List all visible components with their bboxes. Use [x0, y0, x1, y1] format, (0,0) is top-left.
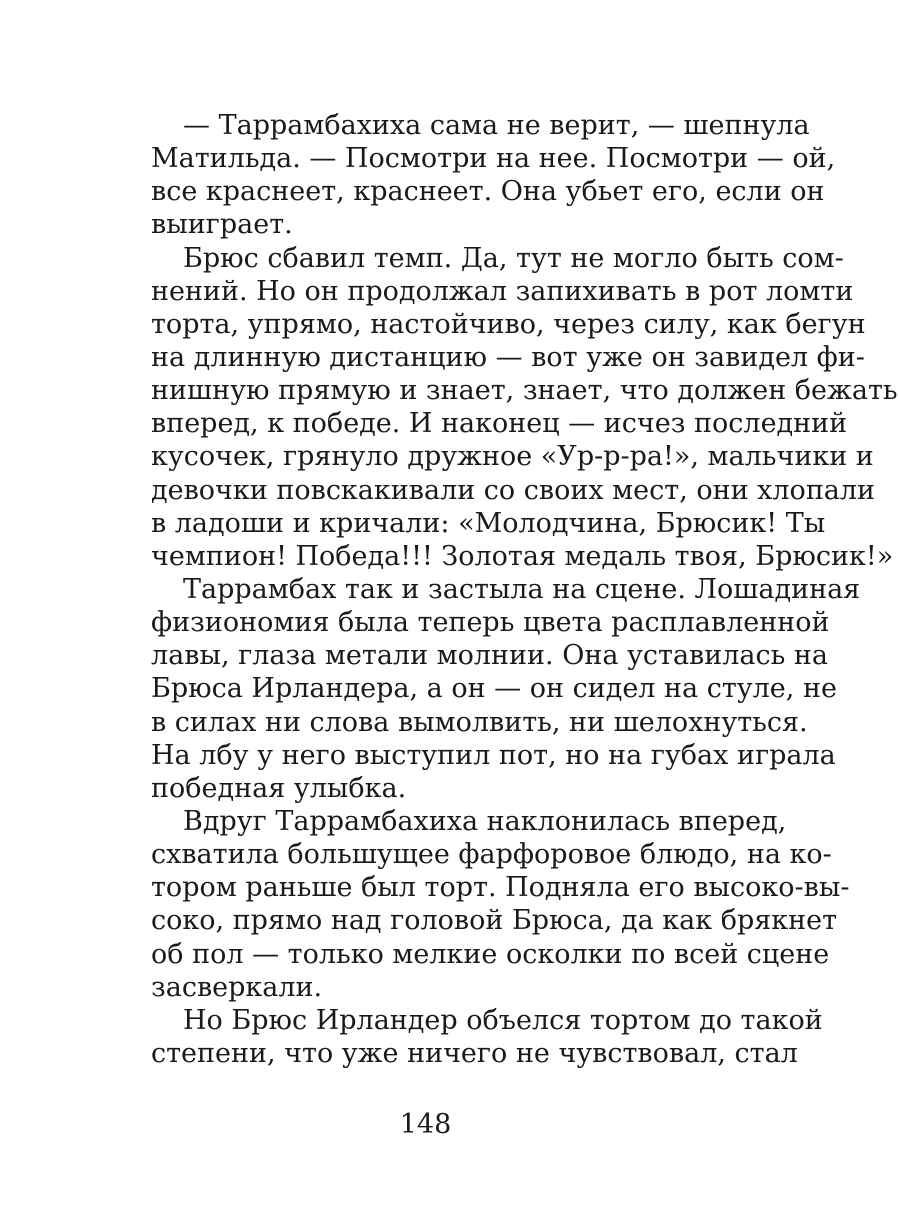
text-line: На лбу у него выступил пот, но на губах играла: [151, 739, 836, 771]
text-line: Матильда. — Посмотри на нее. Посмотри — ой,: [151, 143, 836, 175]
text-line: тором раньше был торт. Подняла его высоко-вы-: [151, 872, 850, 904]
text-line: лавы, глаза метали молнии. Она уставилась на: [151, 640, 829, 672]
text-line: чемпион! Победа!!! Золотая медаль твоя, Брюсик!»: [151, 540, 894, 572]
text-line: об пол — только мелкие осколки по всей сцене: [151, 938, 830, 970]
text-line: на длинную дистанцию — вот уже он завидел фи-: [151, 341, 865, 373]
text-line: нишную прямую и знает, знает, что должен бежать: [151, 375, 898, 407]
text-line: нений. Но он продолжал запихивать в рот ломти: [151, 275, 854, 307]
text-line: Таррамбах так и застыла на сцене. Лошадиная: [183, 573, 861, 605]
text-line: в ладоши и кричали: «Молодчина, Брюсик! Ты: [151, 507, 826, 539]
text-line: Но Брюс Ирландер объелся тортом до такой: [183, 1004, 823, 1036]
text-line: Вдруг Таррамбахиха наклонилась вперед,: [183, 805, 787, 837]
text-line: степени, что уже ничего не чувствовал, стал: [151, 1037, 798, 1069]
text-line: Брюса Ирландера, а он — он сидел на стуле, не: [151, 673, 837, 705]
text-line: все краснеет, краснеет. Она убьет его, если он: [151, 176, 825, 208]
text-line: победная улыбка.: [151, 772, 407, 804]
text-line: торта, упрямо, настойчиво, через силу, как бегун: [151, 308, 866, 340]
text-line: в силах ни слова вымолвить, ни шелохнуться.: [151, 706, 808, 738]
text-line: девочки повскакивали со своих мест, они хлопали: [151, 474, 876, 506]
text-line: кусочек, грянуло дружное «Ур-р-ра!», мальчики и: [151, 441, 874, 473]
text-line: соко, прямо над головой Брюса, да как брякнет: [151, 905, 838, 937]
text-line: выиграет.: [151, 209, 293, 241]
book-text: [151, 109, 898, 1070]
text-line: — Таррамбахиха сама не верит, — шепнула: [183, 110, 810, 141]
page-number: 148: [399, 1109, 452, 1140]
text-line: физиономия была теперь цвета расплавленной: [151, 607, 830, 639]
text-line: засверкали.: [151, 971, 323, 1003]
text-line: схватила большущее фарфоровое блюдо, на ко-: [151, 839, 832, 871]
text-line: вперед, к победе. И наконец — исчез последний: [151, 408, 848, 440]
text-line: Брюс сбавил темп. Да, тут не могло быть сом-: [183, 242, 844, 274]
